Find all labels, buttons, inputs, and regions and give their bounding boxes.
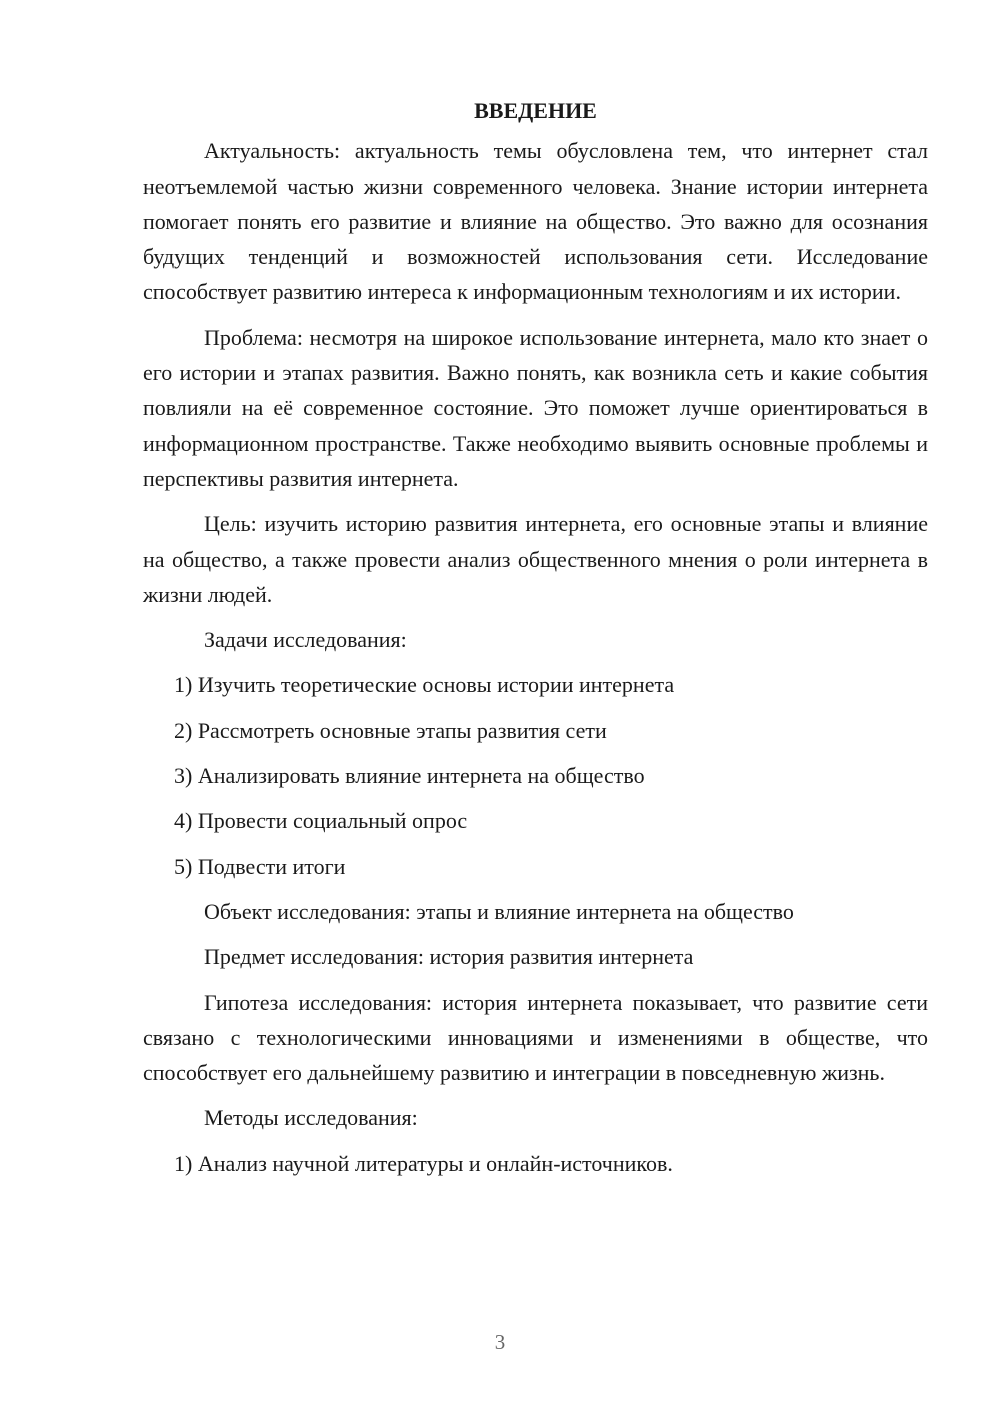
task-item: 1) Изучить теоретические основы истории интернета: [174, 672, 675, 698]
page-title: ВВЕДЕНИЕ: [474, 98, 597, 123]
relevance-paragraph: Актуальность: актуальность темы обусловлена тем, что интернет стал неотъемлемой частью жизни современного человека. Знание истории интернета помогает понять его развитие и влияние на общество. Это важно для осознания будущих тенденций и возможностей использования сети. Исследование способствует развитию интереса к информационным технологиям и их истории.: [143, 138, 928, 305]
object-paragraph: Объект исследования: этапы и влияние интернета на общество: [204, 898, 794, 924]
methods-heading: Методы исследования:: [204, 1105, 418, 1131]
task-item: 2) Рассмотреть основные этапы развития сети: [174, 717, 607, 743]
task-item: 4) Провести социальный опрос: [174, 808, 468, 834]
subject-paragraph: Предмет исследования: история развития интернета: [204, 944, 694, 970]
tasks-heading: Задачи исследования:: [204, 627, 407, 653]
task-item: 3) Анализировать влияние интернета на общество: [174, 763, 645, 789]
hypothesis-paragraph: Гипотеза исследования: история интернета показывает, что развитие сети связано с технологическими инновациями и изменениями в обществе, что способствует его дальнейшему развитию и интеграции в повседневную жизнь.: [143, 989, 928, 1086]
method-item: 1) Анализ научной литературы и онлайн-источников.: [174, 1150, 673, 1176]
task-item: 5) Подвести итоги: [174, 853, 346, 879]
goal-paragraph: Цель: изучить историю развития интернета, его основные этапы и влияние на общество, а также провести анализ общественного мнения о роли интернета в жизни людей.: [143, 511, 928, 607]
problem-paragraph: Проблема: несмотря на широкое использование интернета, мало кто знает о его истории и этапах развития. Важно понять, как возникла сеть и какие события повлияли на её современное состояние. Это поможет лучше ориентироваться в информационном пространстве. Также необходимо выявить основные проблемы и перспективы развития интернета.: [143, 324, 928, 491]
page-content: [143, 93, 928, 1191]
page-number: 3: [494, 1330, 506, 1354]
